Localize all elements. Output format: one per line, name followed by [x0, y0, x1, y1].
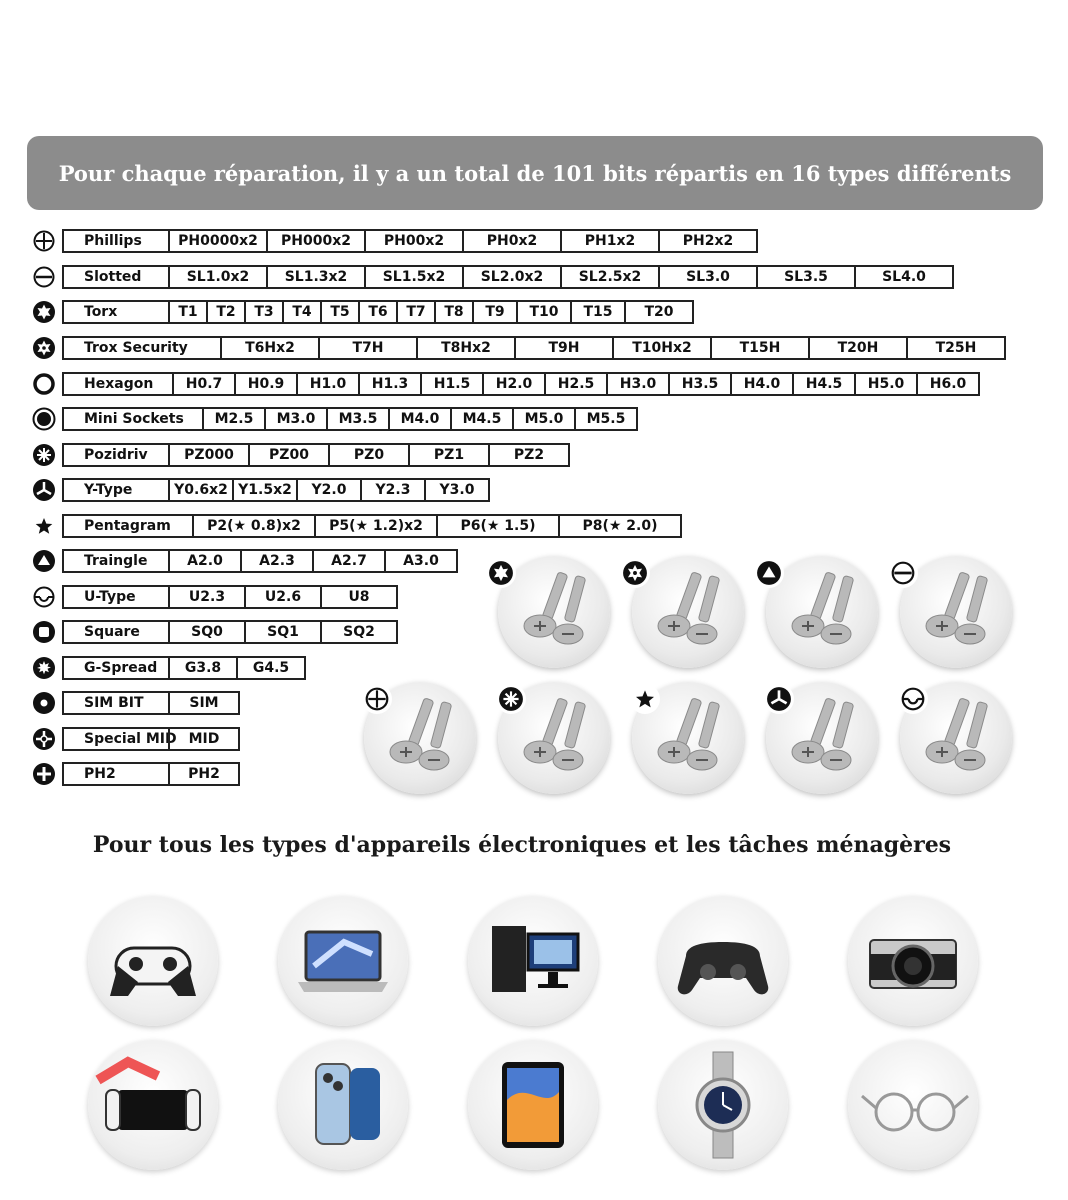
- u-type-icon: [32, 585, 56, 609]
- bit-type-name: Traingle: [62, 549, 170, 573]
- bit-size-cell: U2.3: [168, 585, 246, 609]
- y-type-icon: [766, 686, 792, 712]
- pentagram-icon: [32, 514, 56, 538]
- bit-size-cell: P5(★ 1.2)x2: [314, 514, 438, 538]
- wristwatch-illustration: [658, 1040, 788, 1170]
- bit-size-cell: M3.5: [326, 407, 390, 431]
- bit-cells: [64, 549, 458, 573]
- banner-title: Pour chaque réparation, il y a un total de 101 bits répartis en 16 types différents: [58, 160, 1012, 186]
- bit-row: [30, 476, 490, 504]
- game-controller-illustration: [88, 896, 218, 1026]
- screw-type-badge: [764, 684, 794, 714]
- gamepad-photo: [658, 896, 788, 1026]
- bit-size-cell: H6.0: [916, 372, 980, 396]
- laptop-illustration: [278, 896, 408, 1026]
- phillips-icon: [364, 686, 390, 712]
- bit-cells: [64, 762, 240, 786]
- row-symbol: [30, 583, 58, 611]
- row-symbol: [30, 476, 58, 504]
- torx-icon: [32, 300, 56, 324]
- bit-size-cell: M4.0: [388, 407, 452, 431]
- torx-security-icon: [622, 560, 648, 586]
- bit-size-cell: T20: [624, 300, 694, 324]
- bit-cells: [64, 656, 306, 680]
- bit-type-name: Torx: [62, 300, 170, 324]
- bit-row: [30, 512, 682, 540]
- bit-row: [30, 689, 240, 717]
- row-symbol: [30, 689, 58, 717]
- row-symbol: [30, 760, 58, 788]
- bit-size-cell: H1.3: [358, 372, 422, 396]
- bit-size-cell: SIM: [168, 691, 240, 715]
- bit-type-name: SIM BIT: [62, 691, 170, 715]
- bit-size-cell: T3: [244, 300, 284, 324]
- bit-size-cell: PZ000: [168, 443, 250, 467]
- bit-size-cell: H4.5: [792, 372, 856, 396]
- bit-type-name: G-Spread: [62, 656, 170, 680]
- bit-row: [30, 654, 306, 682]
- bit-size-cell: T9H: [514, 336, 614, 360]
- bit-size-cell: T8: [434, 300, 474, 324]
- bit-size-cell: G3.8: [168, 656, 238, 680]
- bit-cells: [64, 727, 240, 751]
- bit-size-cell: T15: [570, 300, 626, 324]
- bit-size-cell: H5.0: [854, 372, 918, 396]
- bit-size-cell: M5.0: [512, 407, 576, 431]
- bit-size-cell: T6Hx2: [220, 336, 320, 360]
- bit-size-cell: Y2.0: [296, 478, 362, 502]
- bit-size-cell: H3.5: [668, 372, 732, 396]
- bit-row: [30, 227, 758, 255]
- bit-size-cell: T20H: [808, 336, 908, 360]
- bit-size-cell: SQ1: [244, 620, 322, 644]
- row-symbol: [30, 405, 58, 433]
- bit-row: [30, 370, 980, 398]
- bit-size-cell: MID: [168, 727, 240, 751]
- bit-row: [30, 583, 398, 611]
- bit-size-cell: T9: [472, 300, 518, 324]
- bit-size-cell: T10: [516, 300, 572, 324]
- bit-size-cell: PH00x2: [364, 229, 464, 253]
- banner: [27, 136, 1043, 210]
- smartphone-illustration: [278, 1040, 408, 1170]
- bit-type-name: Hexagon: [62, 372, 174, 396]
- bit-size-cell: T7H: [318, 336, 418, 360]
- bit-size-cell: T2: [206, 300, 246, 324]
- bit-size-cell: Y1.5x2: [232, 478, 298, 502]
- bit-size-cell: T25H: [906, 336, 1006, 360]
- bit-size-cell: SL2.5x2: [560, 265, 660, 289]
- bit-type-name: Trox Security: [62, 336, 222, 360]
- row-symbol: [30, 441, 58, 469]
- bit-row: [30, 405, 638, 433]
- bit-row: [30, 760, 240, 788]
- bit-size-cell: U2.6: [244, 585, 322, 609]
- bit-size-cell: H2.0: [482, 372, 546, 396]
- bit-type-name: PH2: [62, 762, 170, 786]
- bit-size-cell: PH0000x2: [168, 229, 268, 253]
- bit-size-cell: Y0.6x2: [168, 478, 234, 502]
- bit-cells: [64, 300, 694, 324]
- row-symbol: [30, 298, 58, 326]
- bit-type-name: Special MID: [62, 727, 170, 751]
- row-symbol: [30, 334, 58, 362]
- desktop-computer-photo: [468, 896, 598, 1026]
- row-symbol: [30, 654, 58, 682]
- bit-size-cell: Y2.3: [360, 478, 426, 502]
- bit-type-name: Pentagram: [62, 514, 194, 538]
- triangle-icon: [756, 560, 782, 586]
- tablet-illustration: [468, 1040, 598, 1170]
- bit-size-cell: M5.5: [574, 407, 638, 431]
- bit-size-cell: P8(★ 2.0): [558, 514, 682, 538]
- bit-size-cell: PH1x2: [560, 229, 660, 253]
- laptop-photo: [278, 896, 408, 1026]
- screw-type-badge: [888, 558, 918, 588]
- bit-cells: [64, 691, 240, 715]
- row-symbol: [30, 547, 58, 575]
- bit-size-cell: P6(★ 1.5): [436, 514, 560, 538]
- bit-size-cell: H1.0: [296, 372, 360, 396]
- handheld-console-photo: [88, 1040, 218, 1170]
- row-symbol: [30, 725, 58, 753]
- bit-size-cell: T7: [396, 300, 436, 324]
- bit-size-cell: SL1.5x2: [364, 265, 464, 289]
- bit-size-cell: M2.5: [202, 407, 266, 431]
- bit-size-cell: H2.5: [544, 372, 608, 396]
- smartphone-photo: [278, 1040, 408, 1170]
- screw-type-badge: [898, 684, 928, 714]
- bit-size-cell: H0.7: [172, 372, 236, 396]
- bit-type-name: Mini Sockets: [62, 407, 204, 431]
- wristwatch-photo: [658, 1040, 788, 1170]
- pozidriv-icon: [32, 443, 56, 467]
- bit-row: [30, 618, 398, 646]
- bit-row: [30, 547, 458, 575]
- hexagon-icon: [32, 372, 56, 396]
- bit-type-name: Square: [62, 620, 170, 644]
- pozidriv-icon: [498, 686, 524, 712]
- bit-type-name: Slotted: [62, 265, 170, 289]
- bit-row: [30, 263, 954, 291]
- bit-cells: [64, 336, 1006, 360]
- row-symbol: [30, 618, 58, 646]
- subtitle: Pour tous les types d'appareils électroniques et les tâches ménagères: [92, 832, 952, 858]
- bit-size-cell: T4: [282, 300, 322, 324]
- bit-size-cell: M4.5: [450, 407, 514, 431]
- phillips-icon: [32, 229, 56, 253]
- bit-size-cell: SL4.0: [854, 265, 954, 289]
- gamepad-illustration: [658, 896, 788, 1026]
- bit-size-cell: A2.0: [168, 549, 242, 573]
- bit-size-cell: U8: [320, 585, 398, 609]
- screw-type-badge: [496, 684, 526, 714]
- bit-size-cell: PZ2: [488, 443, 570, 467]
- bit-size-cell: P2(★ 0.8)x2: [192, 514, 316, 538]
- bit-cells: [64, 372, 980, 396]
- bit-size-cell: SQ0: [168, 620, 246, 644]
- sim-bit-icon: [32, 691, 56, 715]
- bit-cells: [64, 514, 682, 538]
- triangle-icon: [32, 549, 56, 573]
- bit-size-cell: H0.9: [234, 372, 298, 396]
- screw-type-badge: [754, 558, 784, 588]
- special-mid-icon: [32, 727, 56, 751]
- slotted-icon: [32, 265, 56, 289]
- torx-security-icon: [32, 336, 56, 360]
- bit-size-cell: PH000x2: [266, 229, 366, 253]
- bit-size-cell: T1: [168, 300, 208, 324]
- eyeglasses-photo: [848, 1040, 978, 1170]
- handheld-console-illustration: [88, 1040, 218, 1170]
- bit-row: [30, 441, 570, 469]
- bit-row: [30, 334, 1006, 362]
- game-controller-photo: [88, 896, 218, 1026]
- bit-type-name: Phillips: [62, 229, 170, 253]
- bit-size-cell: Y3.0: [424, 478, 490, 502]
- tablet-photo: [468, 1040, 598, 1170]
- bit-size-cell: T10Hx2: [612, 336, 712, 360]
- torx-icon: [488, 560, 514, 586]
- bit-size-cell: SL3.0: [658, 265, 758, 289]
- bit-size-cell: PZ00: [248, 443, 330, 467]
- bit-row: [30, 725, 240, 753]
- bit-size-cell: SL2.0x2: [462, 265, 562, 289]
- bit-size-cell: G4.5: [236, 656, 306, 680]
- row-symbol: [30, 263, 58, 291]
- bit-row: [30, 298, 694, 326]
- bit-size-cell: PH0x2: [462, 229, 562, 253]
- bit-size-cell: SL1.3x2: [266, 265, 366, 289]
- screw-type-badge: [630, 684, 660, 714]
- desktop-computer-illustration: [468, 896, 598, 1026]
- bit-size-cell: PZ1: [408, 443, 490, 467]
- bit-size-cell: A3.0: [384, 549, 458, 573]
- bit-size-cell: A2.3: [240, 549, 314, 573]
- bit-cells: [64, 585, 398, 609]
- bit-size-cell: T5: [320, 300, 360, 324]
- bit-size-cell: SL1.0x2: [168, 265, 268, 289]
- camera-illustration: [848, 896, 978, 1026]
- bit-size-cell: H3.0: [606, 372, 670, 396]
- bit-size-cell: H1.5: [420, 372, 484, 396]
- bit-cells: [64, 478, 490, 502]
- bit-size-cell: H4.0: [730, 372, 794, 396]
- bit-size-cell: A2.7: [312, 549, 386, 573]
- bit-size-cell: PH2: [168, 762, 240, 786]
- mini-socket-icon: [32, 407, 56, 431]
- bit-size-cell: T6: [358, 300, 398, 324]
- eyeglasses-illustration: [848, 1040, 978, 1170]
- bit-size-cell: SQ2: [320, 620, 398, 644]
- y-type-icon: [32, 478, 56, 502]
- square-icon: [32, 620, 56, 644]
- bit-type-name: U-Type: [62, 585, 170, 609]
- bit-size-cell: PH2x2: [658, 229, 758, 253]
- row-symbol: [30, 227, 58, 255]
- row-symbol: [30, 370, 58, 398]
- bit-size-cell: T8Hx2: [416, 336, 516, 360]
- bit-type-name: Pozidriv: [62, 443, 170, 467]
- bit-cells: [64, 407, 638, 431]
- bit-type-name: Y-Type: [62, 478, 170, 502]
- bit-cells: [64, 620, 398, 644]
- bit-size-cell: SL3.5: [756, 265, 856, 289]
- bit-size-cell: T15H: [710, 336, 810, 360]
- slotted-icon: [890, 560, 916, 586]
- row-symbol: [30, 512, 58, 540]
- bit-cells: [64, 443, 570, 467]
- bit-size-cell: PZ0: [328, 443, 410, 467]
- bit-cells: [64, 229, 758, 253]
- screw-type-badge: [620, 558, 650, 588]
- u-type-icon: [900, 686, 926, 712]
- bit-size-cell: M3.0: [264, 407, 328, 431]
- ph2-icon: [32, 762, 56, 786]
- pentagram-icon: [632, 686, 658, 712]
- bit-cells: [64, 265, 954, 289]
- g-spread-icon: [32, 656, 56, 680]
- camera-photo: [848, 896, 978, 1026]
- screw-type-badge: [362, 684, 392, 714]
- screw-type-badge: [486, 558, 516, 588]
